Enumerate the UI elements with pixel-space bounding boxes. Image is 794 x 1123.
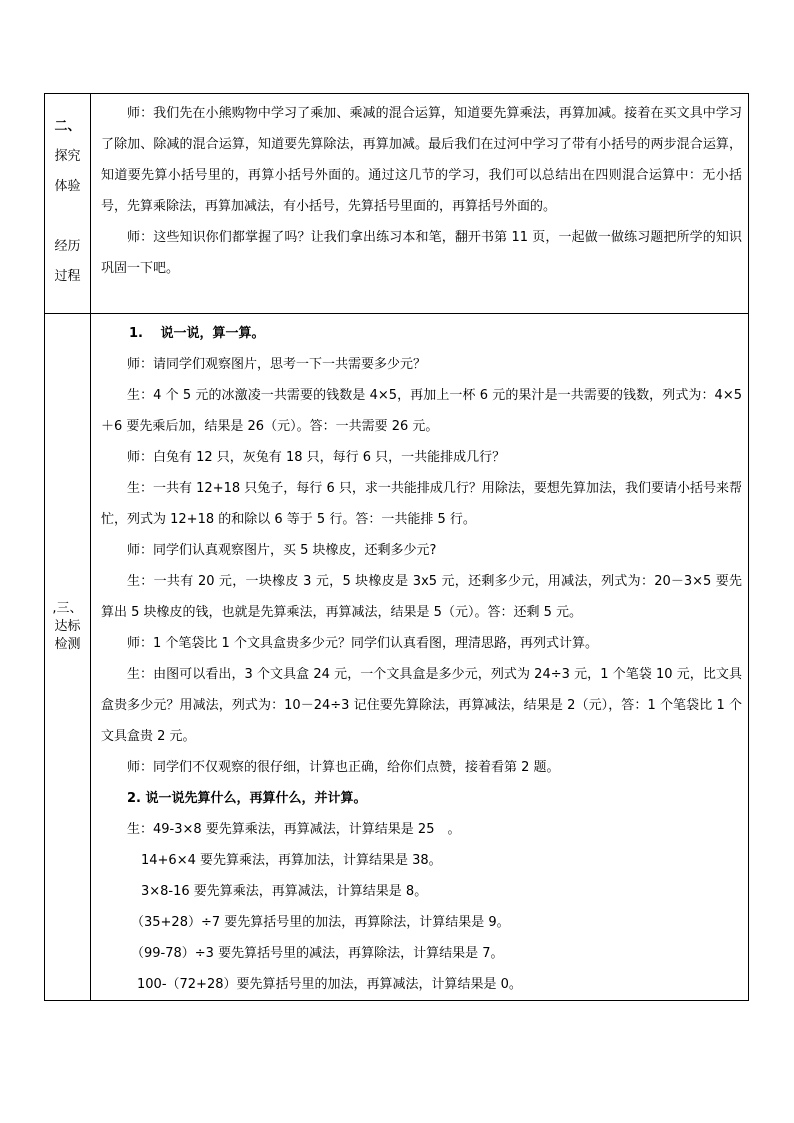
label-line: 二、 xyxy=(54,119,81,134)
dialogue-line: 生：一共有 20 元，一块橡皮 3 元，5 块橡皮是 3x5 元，还剩多少元，用减法，列式为：20－3×5 要先算出 5 块橡皮的钱，也就是先算乘法，再算减法，结果是 5（元）。答：还剩 5 元。 xyxy=(101,574,742,620)
section-row-explore xyxy=(45,94,749,314)
label-line: 过程 xyxy=(54,269,81,284)
label-line xyxy=(45,202,90,232)
section-label-check xyxy=(45,314,91,1001)
dialogue-line: 师：同学们不仅观察的很仔细，计算也正确，给你们点赞，接着看第 2 题。 xyxy=(127,760,560,775)
label-line: ,三、 xyxy=(52,601,83,616)
dialogue-line: 生：4 个 5 元的冰激凌一共需要的钱数是 4×5，再加上一杯 6 元的果汁是一共需要的钱数，列式为：4×5＋6 要先乘后加，结果是 26（元）。答：一共需要 26 元。 xyxy=(101,388,742,434)
dialogue-line: 师：同学们认真观察图片，买 5 块橡皮，还剩多少元? xyxy=(127,543,437,558)
section-content-explore xyxy=(91,94,749,314)
paragraph: 师：我们先在小熊购物中学习了乘加、乘减的混合运算，知道要先算乘法，再算加减。接着在买文具中学习了除加、除减的混合运算，知道要先算除法，再算加减。最后我们在过河中学习了带有小括号的两步混合运算，知道要先算小括号里的，再算小括号外面的。通过这几节的学习，我们可以总结出在四则混合运算中：无小括号，先算乘除法，再算加减法，有小括号，先算括号里面的，再算括号外面的。 xyxy=(101,106,742,214)
section-content-check xyxy=(91,314,749,1001)
label-line: 达标 xyxy=(54,619,81,634)
answer-line: 3×8-16 要先算乘法，再算减法，计算结果是 8。 xyxy=(141,884,428,899)
answer-line: 100-（72+28）要先算括号里的加法，再算减法，计算结果是 0。 xyxy=(137,977,522,992)
answer-line: 生：49-3×8 要先算乘法，再算减法，计算结果是 25 。 xyxy=(127,822,461,837)
dialogue-line: 生：由图可以看出，3 个文具盒 24 元，一个文具盒是多少元，列式为 24÷3 元，1 个笔袋 10 元，比文具盒贵多少元？用减法，列式为：10－24÷3 记住要先算除法，再算减法，结果是 2（元），答：1 个笔袋比 1 个文具盒贵 2 元。 xyxy=(101,667,742,744)
section-label-explore xyxy=(45,94,91,314)
dialogue-line: 师：请同学们观察图片，思考一下一共需要多少元？ xyxy=(127,357,427,372)
dialogue-line: 生：一共有 12+18 只兔子，每行 6 只，求一共能排成几行？用除法，要想先算加法，我们要请小括号来帮忙，列式为 12+18 的和除以 6 等于 5 行。答：一共能排 5 行。 xyxy=(101,481,742,527)
label-line: 经历 xyxy=(54,239,81,254)
label-line: 检测 xyxy=(54,637,81,652)
paragraph: 师：这些知识你们都掌握了吗？让我们拿出练习本和笔，翻开书第 11 页，一起做一做练习题把所学的知识巩固一下吧。 xyxy=(101,230,742,276)
answer-line: （35+28）÷7 要先算括号里的加法，再算除法，计算结果是 9。 xyxy=(131,915,510,930)
answer-line: 14+6×4 要先算乘法，再算加法，计算结果是 38。 xyxy=(141,853,442,868)
dialogue-line: 师：1 个笔袋比 1 个文具盒贵多少元？同学们认真看图，理清思路，再列式计算。 xyxy=(127,636,598,651)
label-line: 体验 xyxy=(54,179,81,194)
question-2-title: 2. 说一说先算什么，再算什么，并计算。 xyxy=(127,791,367,806)
dialogue-line: 师：白兔有 12 只，灰兔有 18 只，每行 6 只，一共能排成几行？ xyxy=(127,450,506,465)
section-row-check xyxy=(45,314,749,1001)
answer-line: （99-78）÷3 要先算括号里的减法，再算除法，计算结果是 7。 xyxy=(131,946,504,961)
label-line: 探究 xyxy=(54,149,81,164)
lesson-table xyxy=(44,93,749,1001)
question-1-title: 1. 说一说，算一算。 xyxy=(129,326,265,341)
